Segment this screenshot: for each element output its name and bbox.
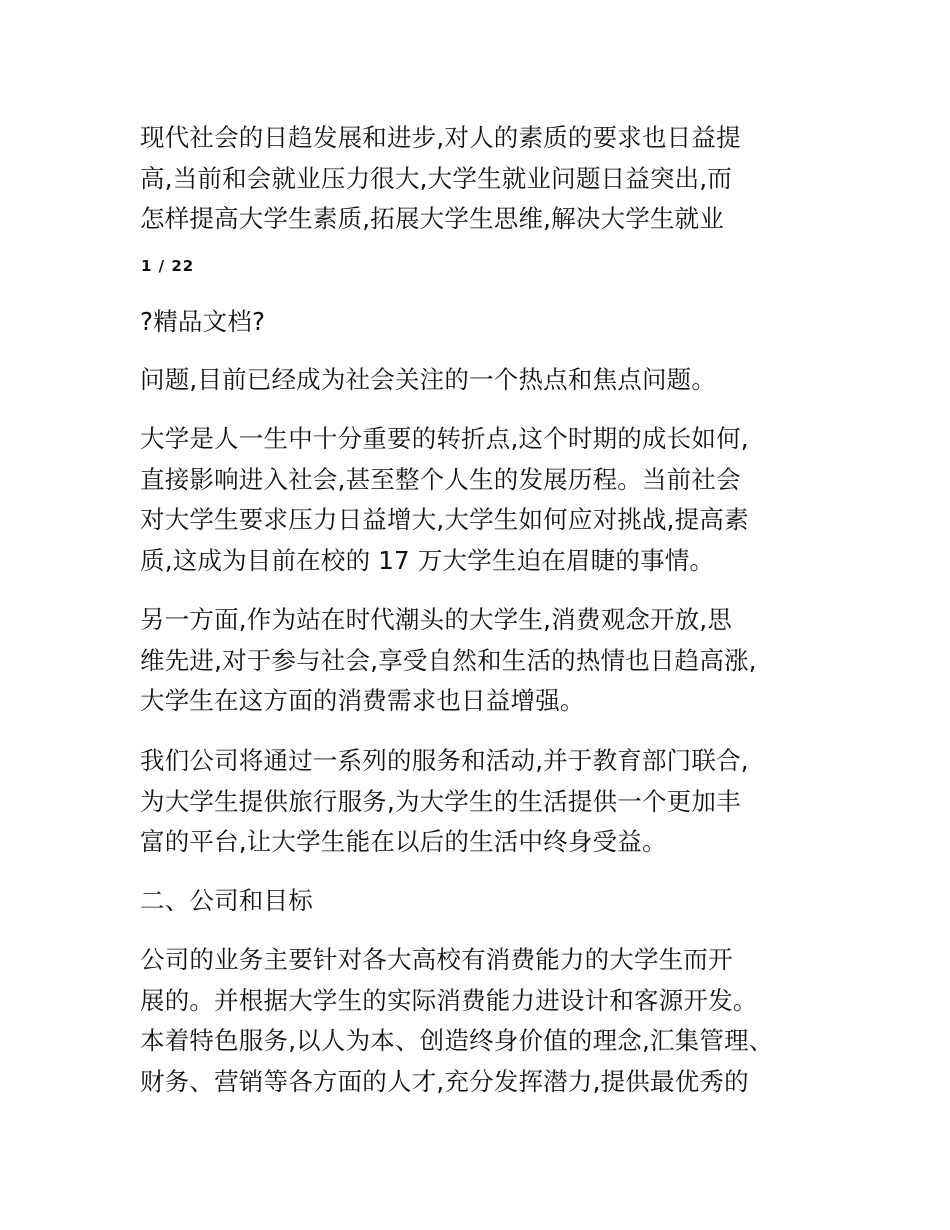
text-line: 怎样提高大学生素质,拓展大学生思维,解决大学生就业 bbox=[140, 204, 725, 233]
paragraph-consumption bbox=[140, 600, 820, 722]
text-line: 质,这成为目前在校的 17 万大学生迫在眉睫的事情。 bbox=[140, 545, 715, 575]
text-line: 对大学生要求压力日益增大,大学生如何应对挑战,提高素 bbox=[140, 505, 749, 534]
text-line: 公司的业务主要针对各大高校有消费能力的大学生而开 bbox=[140, 945, 733, 974]
text-line: 我们公司将通过一系列的服务和活动,并于教育部门联合, bbox=[140, 746, 749, 775]
text-line: 高,当前和会就业压力很大,大学生就业问题日益突出,而 bbox=[140, 163, 733, 193]
page-number: 1 / 22 bbox=[141, 257, 195, 275]
paragraph-intro bbox=[140, 118, 820, 240]
text-line: 直接影响进入社会,甚至整个人生的发展历程。当前社会 bbox=[140, 464, 741, 494]
section-heading bbox=[140, 881, 820, 922]
text-line: ?精品文档? bbox=[140, 307, 266, 336]
text-line: 富的平台,让大学生能在以后的生活中终身受益。 bbox=[140, 827, 667, 856]
text-line: 为大学生提供旅行服务,为大学生的生活提供一个更加丰 bbox=[140, 786, 741, 816]
paragraph-intro-continued bbox=[140, 360, 820, 401]
text-line: 问题,目前已经成为社会关注的一个热点和焦点问题。 bbox=[140, 365, 717, 394]
text-line: 展的。并根据大学生的实际消费能力进设计和客源开发。 bbox=[140, 985, 758, 1015]
text-line: 另一方面,作为站在时代潮头的大学生,消费观念开放,思 bbox=[140, 605, 733, 634]
text-line: 本着特色服务,以人为本、创造终身价值的理念,汇集管理、 bbox=[140, 1026, 774, 1055]
text-line: 现代社会的日趋发展和进步,对人的素质的要求也日益提 bbox=[140, 123, 741, 152]
paragraph-header bbox=[140, 302, 820, 343]
text-line: 财务、营销等各方面的人才,充分发挥潜力,提供最优秀的 bbox=[140, 1066, 749, 1096]
text-line: 维先进,对于参与社会,享受自然和生活的热情也日趋高涨, bbox=[140, 645, 757, 675]
text-line: 大学生在这方面的消费需求也日益增强。 bbox=[140, 686, 585, 715]
paragraph-college bbox=[140, 419, 820, 581]
paragraph-company-plan bbox=[140, 741, 820, 863]
paragraph-business bbox=[140, 940, 820, 1102]
text-line: 二、公司和目标 bbox=[140, 886, 313, 915]
text-line: 大学是人一生中十分重要的转折点,这个时期的成长如何, bbox=[140, 424, 749, 453]
